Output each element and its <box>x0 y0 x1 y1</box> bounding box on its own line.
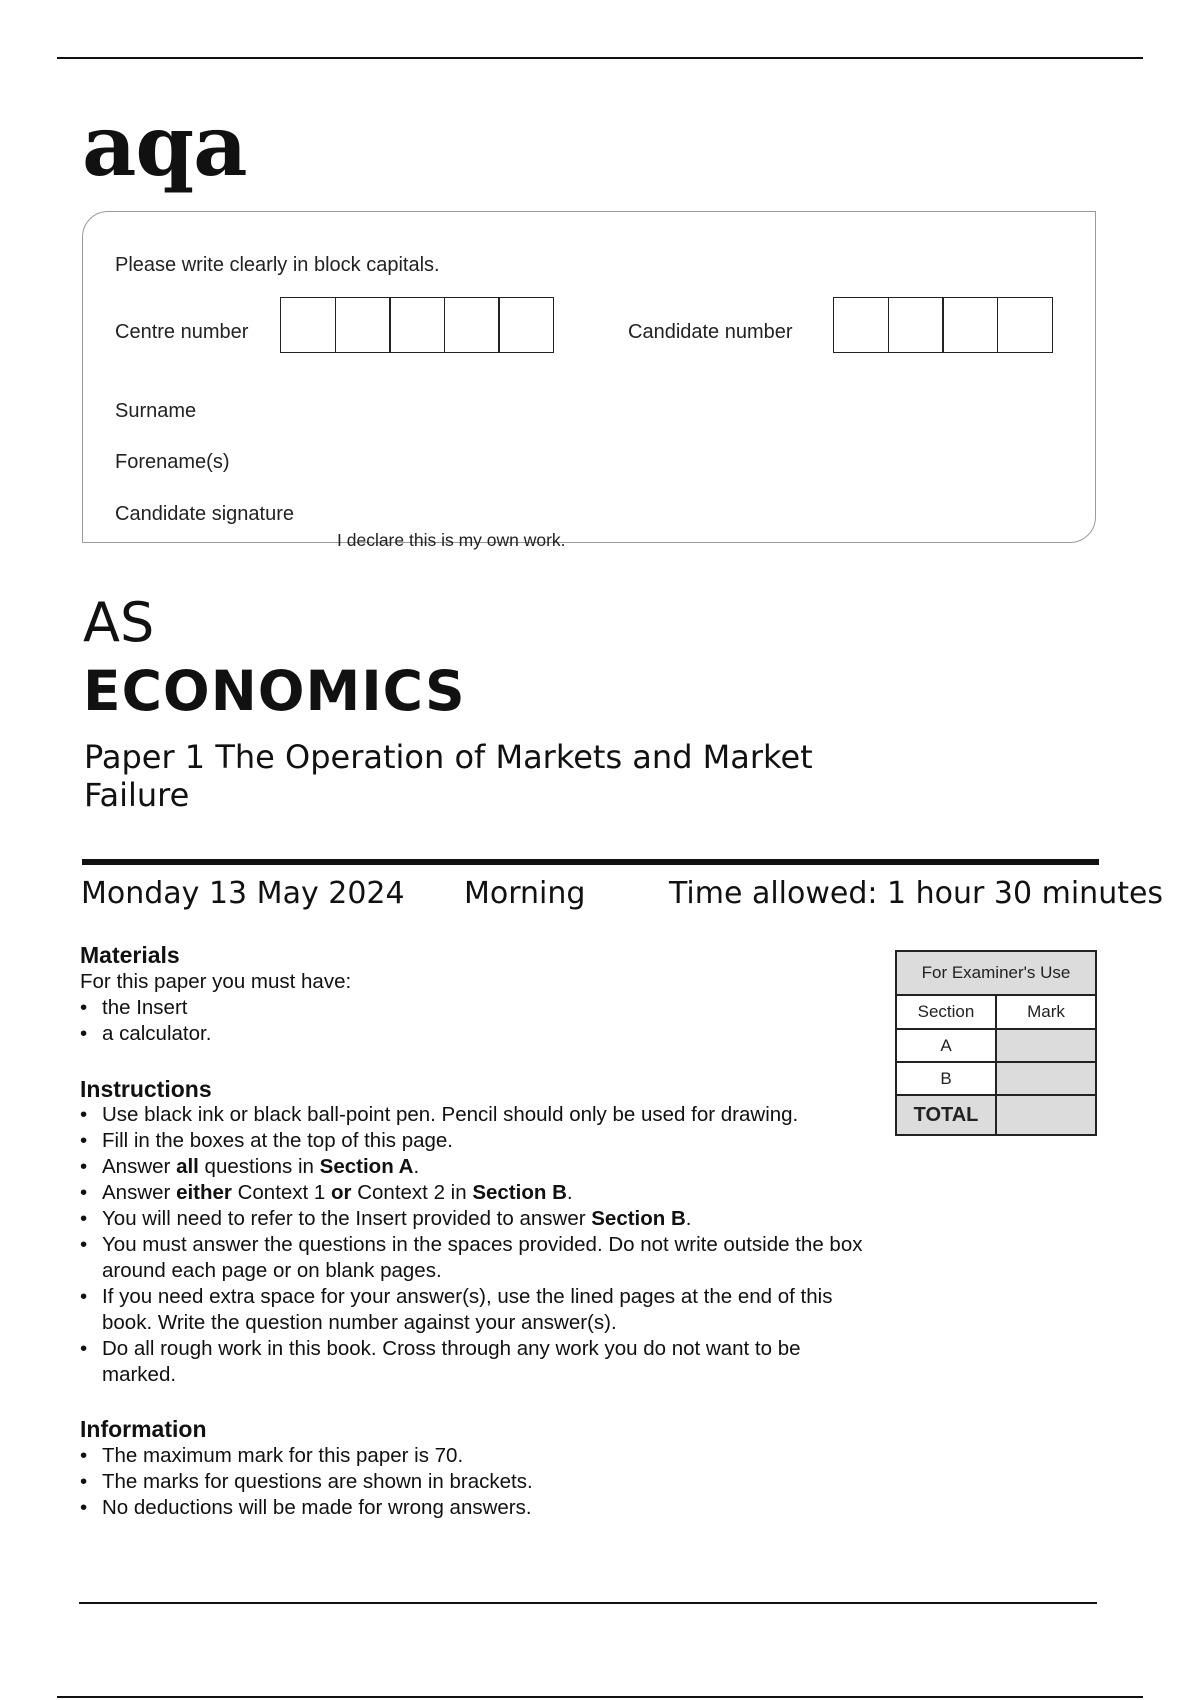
total-mark-cell <box>996 1095 1096 1135</box>
emphasis-text: either <box>176 1181 232 1204</box>
examiners-use-title: For Examiner's Use <box>896 951 1096 995</box>
emphasis-text: all <box>176 1155 199 1178</box>
paper-title: Paper 1 The Operation of Markets and Market Failure <box>84 738 813 814</box>
materials-heading: Materials <box>80 942 180 968</box>
list-item: • Fill in the boxes at the top of this page. <box>80 1128 870 1154</box>
list-item-text: questions in <box>198 1155 320 1178</box>
centre-digit-box[interactable] <box>389 297 445 353</box>
candidate-signature-label: Candidate signature <box>115 503 295 525</box>
list-item-text: Context 2 in <box>351 1181 473 1204</box>
list-item-text: . <box>413 1155 420 1178</box>
centre-digit-box[interactable] <box>335 297 391 353</box>
centre-number-boxes[interactable] <box>280 297 554 353</box>
emphasis-text: Section B <box>472 1181 567 1204</box>
list-item: • No deductions will be made for wrong answers. <box>80 1495 533 1521</box>
candidate-digit-box[interactable] <box>942 297 998 353</box>
section-cell: B <box>896 1062 996 1095</box>
list-item <box>80 1180 870 1206</box>
mark-cell <box>996 1029 1096 1062</box>
exam-session: Morning <box>464 876 586 911</box>
qualification-level: AS <box>83 591 155 654</box>
information-list <box>80 1443 533 1521</box>
centre-digit-box[interactable] <box>444 297 500 353</box>
footer-rule <box>79 1602 1097 1604</box>
mark-column-header: Mark <box>996 995 1096 1029</box>
subject-title: ECONOMICS <box>83 659 466 723</box>
list-item: • a calculator. <box>80 1021 211 1047</box>
mark-cell <box>996 1062 1096 1095</box>
list-item: • You must answer the questions in the spaces provided. Do not write outside the box around each page or on blank pages. <box>80 1232 870 1284</box>
list-item: • If you need extra space for your answer(s), use the lined pages at the end of this book. Write the question number against your answer(s). <box>80 1284 870 1336</box>
surname-label: Surname <box>115 400 197 422</box>
emphasis-text: or <box>331 1181 352 1204</box>
materials-intro: For this paper you must have: <box>80 970 352 993</box>
centre-digit-box[interactable] <box>498 297 554 353</box>
candidate-digit-box[interactable] <box>833 297 889 353</box>
candidate-digit-box[interactable] <box>888 297 944 353</box>
list-item <box>80 1206 870 1232</box>
candidate-number-boxes[interactable] <box>833 297 1053 353</box>
bottom-rule <box>57 1696 1143 1698</box>
materials-list <box>80 995 211 1047</box>
centre-number-label: Centre number <box>115 321 249 343</box>
centre-digit-box[interactable] <box>280 297 336 353</box>
instructions-heading: Instructions <box>80 1076 212 1102</box>
list-item: • Do all rough work in this book. Cross through any work you do not want to be marked. <box>80 1336 870 1388</box>
top-rule <box>57 57 1143 59</box>
list-item: • The marks for questions are shown in brackets. <box>80 1469 533 1495</box>
exam-date: Monday 13 May 2024 <box>81 876 405 911</box>
list-item-text: Context 1 <box>231 1181 332 1204</box>
list-item-text: You will need to refer to the Insert provided to answer <box>102 1207 592 1230</box>
list-item-text: Answer <box>102 1155 177 1178</box>
emphasis-text: Section B <box>591 1207 686 1230</box>
aqa-logo: aqa <box>82 96 247 195</box>
examiners-use-table <box>895 950 1097 1136</box>
list-item <box>80 1154 870 1180</box>
own-work-declaration: I declare this is my own work. <box>337 530 566 550</box>
list-item: • Use black ink or black ball-point pen. Pencil should only be used for drawing. <box>80 1102 870 1128</box>
section-column-header: Section <box>896 995 996 1029</box>
list-item-text: . <box>566 1181 573 1204</box>
block-capitals-instruction: Please write clearly in block capitals. <box>115 254 440 276</box>
candidate-number-label: Candidate number <box>628 321 793 343</box>
candidate-digit-box[interactable] <box>997 297 1053 353</box>
total-label: TOTAL <box>896 1095 996 1135</box>
instructions-list <box>80 1102 870 1388</box>
list-item: • the Insert <box>80 995 211 1021</box>
information-heading: Information <box>80 1416 207 1442</box>
emphasis-text: Section A <box>319 1155 414 1178</box>
section-cell: A <box>896 1029 996 1062</box>
forename-label: Forename(s) <box>115 451 230 473</box>
list-item-text: . <box>685 1207 692 1230</box>
time-allowed: Time allowed: 1 hour 30 minutes <box>669 876 1164 911</box>
list-item: • The maximum mark for this paper is 70. <box>80 1443 533 1469</box>
title-rule <box>82 859 1099 865</box>
list-item-text: Answer <box>102 1181 177 1204</box>
